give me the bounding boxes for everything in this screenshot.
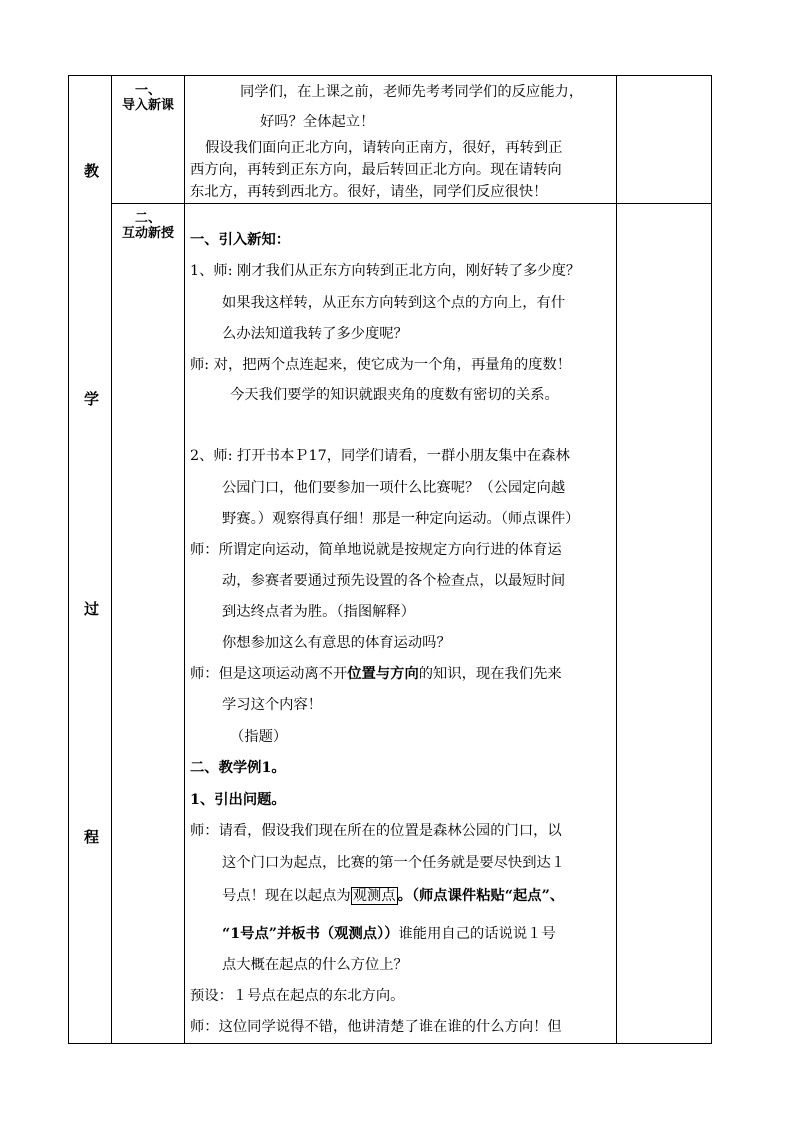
content-line: 今天我们要学的知识就跟夹角的度数有密切的关系。 [230,387,559,403]
content-line: 预设：１号点在起点的东北方向。 [190,988,405,1004]
content-line: 1、师: 刚才我们从正东方向转到正北方向，刚好转了多少度？ [190,263,581,279]
emphasis-text: 位置与方向 [347,666,419,682]
section-1-number: 一、 [134,83,161,98]
content-line: 师: 对，把两个点连起来，使它成为一个角，再量角的度数！ [190,357,572,373]
intro-line: 西方向，再转到正东方向，最后转回正北方向。现在请转向 [190,162,562,178]
content-line: 么办法知道我转了多少度呢？ [222,326,408,342]
table-border-right [711,75,712,1044]
content-line: 你想参加这么有意思的体育运动吗？ [222,635,451,651]
side-char-guo: 过 [84,600,100,618]
table-border-bottom [68,1043,712,1044]
text-span: 号点！现在以起点为 [222,888,351,904]
intro-line: 好吗？全体起立！ [260,114,375,130]
intro-line: 东北方，再转到西北方。很好，请坐，同学们反应很快！ [190,184,548,200]
heading-example: 二、教学例1。 [190,760,286,776]
content-line: 师：所谓定向运动，简单地说就是按规定方向行进的体育运 [190,542,562,558]
content-line: 动，参赛者要通过预先设置的各个检查点，以最短时间 [222,573,566,589]
side-char-xue: 学 [84,390,100,408]
content-line: （指题） [230,729,288,745]
table-border-top [68,75,712,76]
heading-question: 1、引出问题。 [190,792,286,808]
content-line: 师：这位同学说得不错，他讲清楚了谁在谁的什么方向！但 [190,1019,562,1035]
text-span: 的知识，现在我们先来 [418,666,562,682]
content-line: 野赛。）观察得真仔细！那是一种定向运动。（师点课件） [222,511,580,527]
table-row-divider [111,203,712,204]
intro-line: 同学们，在上课之前，老师先考考同学们的反应能力， [240,84,584,100]
content-line: 如果我这样转，从正东方向转到这个点的方向上，有什 [222,295,566,311]
table-border-left [68,75,69,1044]
content-line: 师：请看，假设我们现在所在的位置是森林公园的门口，以 [190,823,562,839]
section-2-number: 二、 [134,211,161,226]
emphasis-text: 。（师点课件粘贴“起点”、 [397,888,565,904]
content-line [222,924,556,944]
content-line: 学习这个内容！ [222,697,323,713]
section-2-name: 互动新授 [121,226,174,241]
content-line: 到达终点者为胜。（指图解释） [222,604,416,620]
text-span: 谁能用自己的话说说１号 [398,926,556,942]
side-char-cheng: 程 [84,828,100,846]
section-1-label [112,83,184,113]
section-1-name: 导入新课 [121,98,174,113]
content-line [190,664,562,684]
table-divider-2 [184,75,185,1044]
heading-intro-new: 一、引入新知： [190,232,291,248]
content-line: 公园门口，他们要参加一项什么比赛呢？（公园定向越 [222,480,566,496]
content-line: 2、师: 打开书本Ｐ17，同学们请看，一群小朋友集中在森林 [190,448,570,464]
intro-line: 假设我们面向正北方向，请转向正南方，很好，再转到正 [205,140,563,156]
table-divider-3 [616,75,617,1044]
side-char-jiao: 教 [84,162,100,180]
content-line [222,886,564,906]
text-span: 师：但是这项运动离不开 [190,666,348,682]
section-2-label [112,211,184,241]
boxed-term: 观测点 [352,888,396,904]
content-line: 这个门口为起点，比赛的第一个任务就是要尽快到达１ [222,855,566,871]
emphasis-text: “1号点”并板书（观测点）） [222,926,399,942]
content-line: 点大概在起点的什么方位上？ [222,957,408,973]
